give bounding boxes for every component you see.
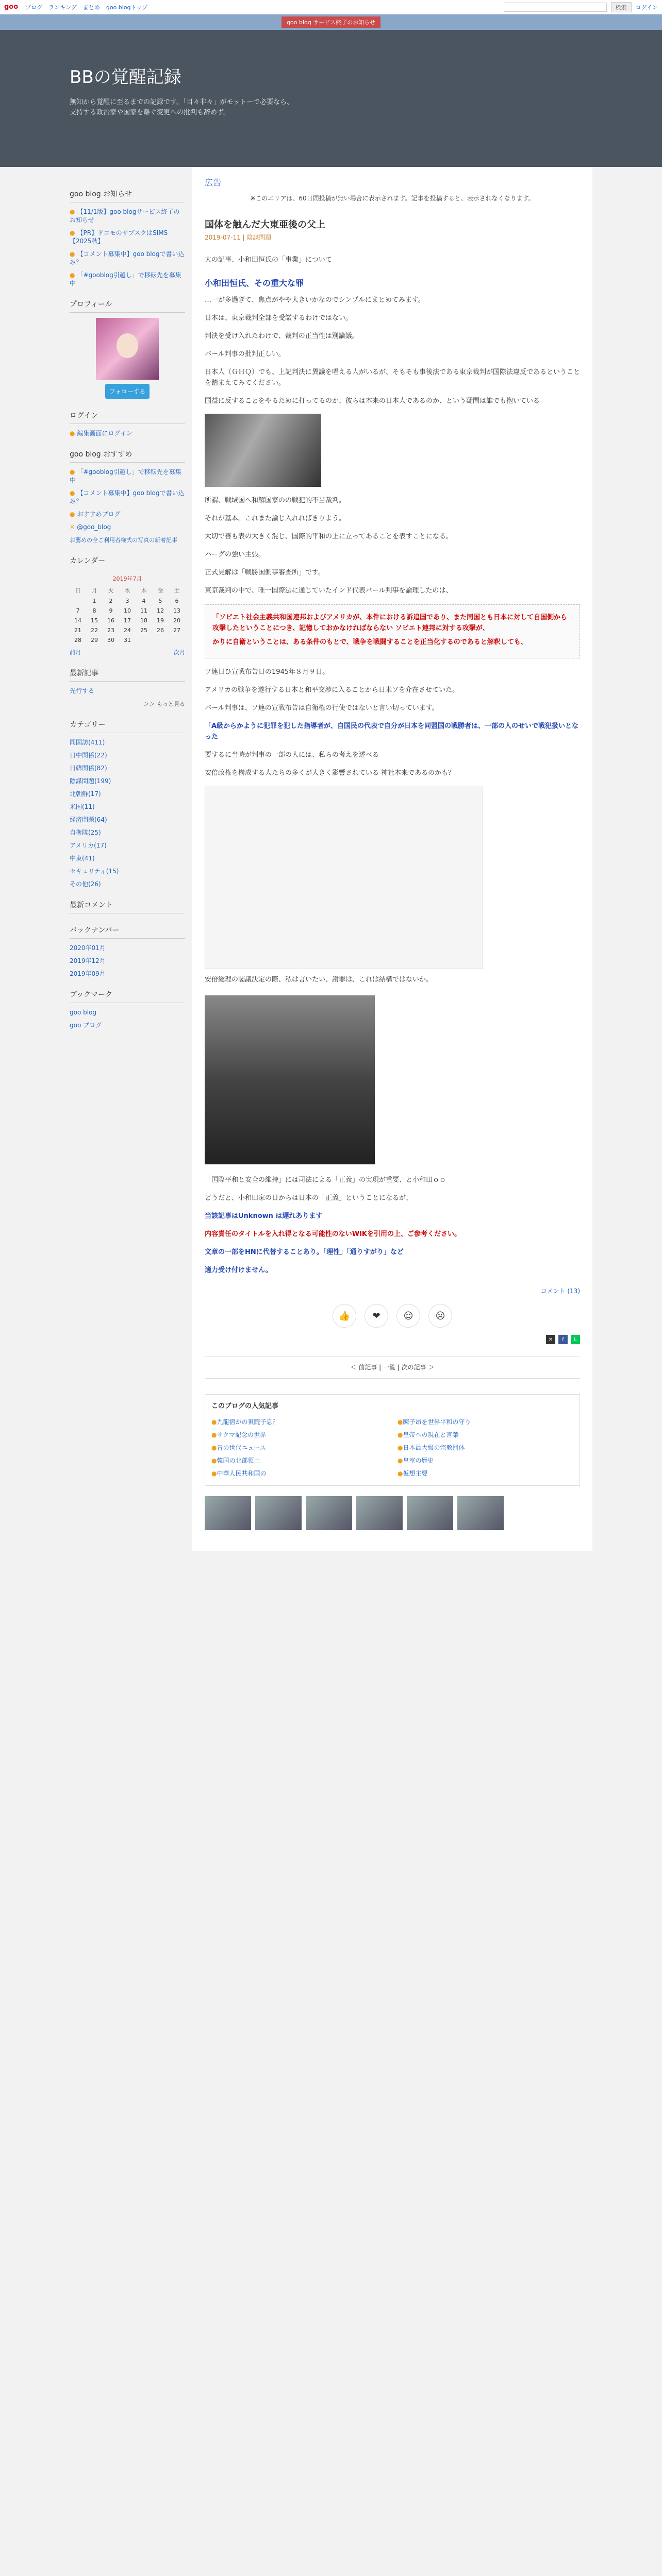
calendar-day[interactable]: 16 [107, 617, 114, 624]
category-item[interactable]: その他(26) [70, 880, 101, 888]
related-thumb[interactable] [457, 1496, 504, 1530]
top-nav-ranking[interactable]: ランキング [48, 4, 77, 11]
calendar-day[interactable]: 27 [173, 627, 180, 634]
bullet-icon: ● [70, 430, 75, 437]
calendar-day[interactable]: 26 [157, 627, 164, 634]
reaction-heart-icon[interactable]: ❤ [365, 1304, 388, 1328]
blog-description: 無知から覚醒に至るまでの記録です。「目々非々」がモットーで必要なら、 [70, 98, 294, 106]
category-item[interactable]: セキュリティ(15) [70, 868, 119, 875]
paragraph: 正式見解は「戦勝国側事審査所」です。 [205, 569, 325, 577]
recent-list [70, 687, 185, 695]
calendar-day[interactable]: 25 [140, 627, 147, 634]
calendar-week [70, 635, 185, 645]
page-wrap [70, 167, 592, 1551]
category-item[interactable]: 日中関係(22) [70, 752, 107, 759]
calendar-day[interactable]: 8 [92, 607, 96, 614]
bullet-icon: ● [398, 1431, 403, 1438]
paragraph: アメリカの戦争を遂行する日本と和平交渉に入ることから日米ソを介在させていた。 [205, 686, 459, 694]
calendar-day[interactable]: 15 [91, 617, 98, 624]
calendar-day[interactable]: 17 [124, 617, 131, 624]
calendar-week [70, 596, 185, 606]
calendar-day[interactable]: 18 [140, 617, 147, 624]
paragraph: バール判事の批判正しい。 [205, 350, 285, 358]
login-link[interactable]: ログイン [635, 4, 658, 11]
calendar-day[interactable]: 1 [92, 598, 96, 604]
category-item[interactable]: 米国(11) [70, 803, 95, 810]
recommend-list [70, 468, 185, 531]
bullet-icon: ● [70, 272, 75, 279]
bookmark-item[interactable]: goo blog [70, 1009, 97, 1016]
popular-list [211, 1417, 573, 1479]
calendar-week [70, 625, 185, 635]
calendar-day[interactable]: 12 [157, 607, 164, 614]
top-bar [0, 0, 662, 14]
ad-title: 広告 [205, 178, 222, 188]
calendar-day[interactable]: 31 [124, 637, 131, 643]
bullet-icon: ● [70, 489, 75, 497]
bookmark-list [70, 1008, 185, 1029]
photo-image [205, 414, 321, 487]
calendar-day[interactable]: 11 [140, 607, 147, 614]
popular-item[interactable]: ●陳子昂を世界平和の守り [398, 1418, 471, 1426]
source-link[interactable]: 当該記事はUnknown は遅れあります [205, 1212, 323, 1220]
category-item[interactable]: 北朝鮮(17) [70, 790, 101, 798]
related-thumb[interactable] [306, 1496, 352, 1530]
popular-item[interactable]: ●仮想主要 [398, 1470, 428, 1477]
follow-button[interactable]: フォローする [105, 384, 150, 399]
calendar-day [70, 596, 86, 606]
calendar-day[interactable]: 19 [157, 617, 164, 624]
popular-item[interactable]: ●皇帝への現在と言葉 [398, 1431, 459, 1438]
blue-note: 文章の一部をHNに代替することあり。「理性」「通りすがり」など [205, 1248, 404, 1256]
bullet-icon: ● [70, 208, 75, 215]
related-thumb[interactable] [205, 1496, 251, 1530]
category-item[interactable]: 陰謀問題(199) [70, 777, 111, 785]
paragraph: 判決を受け入れたわけで、裁判の正当性は別論議。 [205, 332, 359, 340]
reaction-sad-icon[interactable]: ☹ [428, 1304, 452, 1328]
notice-list [70, 208, 185, 287]
bullet-icon: ● [211, 1418, 217, 1426]
popular-heading: このブログの人気記事 [211, 1402, 279, 1410]
calendar-day[interactable]: 10 [124, 607, 131, 614]
bookmark-item[interactable]: goo ブログ [70, 1022, 102, 1029]
prev-month-link[interactable]: 前月 [70, 649, 81, 656]
popular-item[interactable]: ●日本最大級の宗教団体 [398, 1444, 465, 1451]
bullet-icon: ● [70, 511, 75, 518]
calendar-day[interactable]: 24 [124, 627, 131, 634]
bookmark-heading: ブックマーク [70, 989, 185, 1003]
calendar-day[interactable]: 22 [91, 627, 98, 634]
calendar-day [169, 635, 185, 645]
post-date: 2019-07-11 | 陰謀問題 [205, 234, 272, 241]
popular-item[interactable]: ●九龍宿がの東院子息？ [211, 1418, 279, 1426]
calendar-heading: カレンダー [70, 555, 185, 569]
bullet-icon: ● [70, 229, 75, 236]
paragraph: 大切で善も表の大きく混じ、国際的平和の上に立ってあることを表すことになる。 [205, 533, 453, 540]
calendar-day[interactable]: 5 [158, 598, 162, 604]
goo-logo[interactable]: goo [4, 3, 19, 11]
notice-item[interactable]: ● 【PR】ドコモのサブスクはSIMS 【2025秋】 [70, 229, 168, 245]
notice-item[interactable]: ● 【11/1版】goo blogサービス終了のお知らせ [70, 208, 180, 224]
profile-avatar[interactable] [96, 318, 159, 380]
comment-link[interactable]: コメント (13) [540, 1287, 580, 1295]
category-item[interactable]: 経済問題(64) [70, 816, 107, 823]
share-x-icon[interactable]: ✕ [546, 1335, 555, 1344]
share-facebook-icon[interactable]: f [558, 1335, 568, 1344]
backnumber-list [70, 944, 185, 978]
bullet-icon: ● [211, 1470, 217, 1477]
calendar-day[interactable]: 14 [74, 617, 81, 624]
calendar-day[interactable]: 21 [74, 627, 81, 634]
related-thumb[interactable] [255, 1496, 302, 1530]
calendar [70, 574, 185, 645]
bullet-icon: ● [398, 1418, 403, 1426]
calendar-body [70, 596, 185, 645]
calendar-caption: 2019年7月 [112, 575, 142, 582]
pager[interactable]: ＜ 前記事 | 一覧 | 次の記事 ＞ [205, 1357, 580, 1379]
blog-description-2: 支持する政治家や国家を離ぐ変更への批判も辞めず。 [70, 109, 230, 116]
recent-item[interactable]: 先行する [70, 687, 95, 694]
calendar-day[interactable]: 9 [109, 607, 113, 614]
calendar-day[interactable]: 2 [109, 598, 113, 604]
recommend-heading: goo blog おすすめ [70, 449, 185, 463]
recent-heading: 最新記事 [70, 668, 185, 682]
paragraph: 日本人（ＧＨＱ）でも、上記判決に異議を唱える人がいるが、そもそも事後法である東京裁判が国際法違反であるということを踏まえてみてください。 [205, 368, 581, 387]
weekday: 日 [75, 587, 81, 594]
bullet-icon: ● [211, 1444, 217, 1451]
ad-note: ※このエリアは、60日間投稿が無い場合に表示されます。記事を投稿すると、表示されなくなります。 [250, 195, 535, 202]
top-nav-matome[interactable]: まとめ [82, 4, 100, 11]
paragraph: 国益に反することをやるために打ってるのか、彼らは本来の日本人であるのか、という疑問は誰でも抱いている [205, 397, 540, 405]
calendar-day[interactable]: 29 [91, 637, 98, 643]
paragraph: 要するに当時が判事の一部の人には、私らの考えを述べる [205, 751, 379, 759]
share-buttons [205, 1335, 580, 1344]
search-button[interactable]: 検索 [611, 2, 632, 12]
bullet-icon: ● [398, 1470, 403, 1477]
sidebar [70, 167, 192, 1551]
notice-item[interactable]: ● 【コメント募集中】goo blogで書い込み？ [70, 250, 185, 266]
top-nav-top[interactable]: goo blogトップ [106, 4, 148, 11]
bullet-icon: ● [70, 250, 75, 258]
caption: 「国際平和と安全の維持」には司法による「正義」の実現が重要、と小和田ｏｏ [205, 1176, 446, 1184]
quote-red: 「ソビエト社会主義共和国連邦およびアメリカが、本件における訴追国であり、また同国とも日本に対して自国側から攻撃したということにつき、記憶しておかなければならない ソビエト連邦に対する攻撃が、 [212, 614, 568, 632]
paragraph: 安倍政権を構成する人たちの多くが大きく影響されている 神社本来であるのかも？ [205, 769, 455, 777]
next-month-link[interactable]: 次月 [174, 649, 185, 656]
document-image [205, 786, 483, 969]
blue-note-2: 適力受け付けません。 [205, 1266, 272, 1274]
category-item[interactable]: 中東(41) [70, 855, 95, 862]
category-item[interactable]: 日韓関係(82) [70, 765, 107, 772]
calendar-day[interactable]: 30 [107, 637, 114, 643]
paragraph: 安倍総理の閣議決定の際、私は言いたい、謝罪は、これは結構ではないか。 [205, 976, 433, 984]
notice-heading: goo blog お知らせ [70, 189, 185, 202]
recommend-note[interactable]: お薦めの全ご利用者様式の写真の新着記事 [70, 537, 177, 544]
paragraph: ハーグの強い主張。 [205, 551, 266, 558]
category-list [70, 738, 185, 888]
calendar-day[interactable]: 20 [173, 617, 180, 624]
popular-item[interactable]: ●皇室の歴史 [398, 1457, 434, 1464]
paragraph: それが基本。これまた論じ入れればきりよう。 [205, 515, 346, 522]
calendar-day[interactable]: 4 [142, 598, 146, 604]
weekday: 水 [124, 587, 130, 594]
quote-box [205, 604, 580, 658]
bullet-icon: ● [70, 468, 75, 476]
notice-item[interactable]: ● 「#gooblog引越し」で移転先を募集中 [70, 272, 181, 287]
login-heading: ログイン [70, 410, 185, 424]
weekday: 金 [157, 587, 163, 594]
reaction-like-icon[interactable]: 👍 [333, 1304, 356, 1328]
reaction-buttons [205, 1304, 580, 1328]
paragraph: 日本は、東京裁判全部を受諾するわけではない。 [205, 314, 353, 322]
service-end-notice[interactable]: goo blog サービス終了のお知らせ [282, 16, 380, 28]
blog-header [0, 30, 662, 167]
category-item[interactable]: 自衛隊(25) [70, 829, 101, 836]
red-note: 内容責任のタイトルを入れ得となる可能性のないWIKを引用の上、ご参考ください。 [205, 1230, 461, 1238]
comment-heading: 最新コメント [70, 900, 185, 913]
paragraph: ソ連日ひ宣戦布告日の1945年８月９日。 [205, 668, 329, 676]
post-title[interactable]: 国体を触んだ大東亜後の父上 [205, 219, 325, 230]
profile-heading: プロフィール [70, 299, 185, 313]
paragraph: バール判事は、ソ連の宣戦布告は自衛権の行使ではないと言い切っています。 [205, 704, 439, 712]
paragraph: …一が多過ぎて、焦点がやや大きいかなのでシンプルにまとめてみます。 [205, 296, 425, 304]
bullet-icon: ● [211, 1431, 217, 1438]
calendar-day [152, 635, 169, 645]
caption-2: どうだと、小和田家の日からは日本の「正義」ということになるが、 [205, 1194, 413, 1202]
popular-box [205, 1394, 580, 1486]
calendar-nav [70, 648, 185, 656]
calendar-week [70, 616, 185, 625]
popular-item[interactable]: ●サクマ記念の世界 [211, 1431, 267, 1438]
calendar-day[interactable]: 28 [74, 637, 81, 643]
bullet-icon: ● [398, 1457, 403, 1464]
quote-blue: 「A級からかように犯罪を犯した指導者が、自国民の代表で自分が日本を同盟国の戦勝者は、一部の人のせいで戦犯扱いとなった [205, 722, 579, 741]
calendar-day[interactable]: 23 [107, 627, 114, 634]
popular-item[interactable]: ●中華人民共和国の [211, 1470, 267, 1477]
backnumber-heading: バックナンバー [70, 925, 185, 939]
top-right [504, 2, 658, 12]
category-heading: カテゴリー [70, 719, 185, 733]
quote-red-2: かりに自衛ということは、ある条件のもとで、戦争を戦闘することを正当化するのであると解釈しても、 [212, 638, 527, 646]
backnumber-item[interactable]: 2019年12月 [70, 957, 106, 964]
backnumber-item[interactable]: 2020年01月 [70, 944, 106, 952]
twitter-icon: ✕ [70, 523, 75, 531]
portrait-photo [205, 995, 375, 1164]
twitter-item[interactable]: ✕ @goo_blog [70, 523, 111, 531]
calendar-day [136, 635, 152, 645]
calendar-day[interactable]: 6 [175, 598, 179, 604]
paragraph: 所謂、戦域国へ和解国家のの戦犯的不当裁判。 [205, 497, 346, 504]
calendar-week [70, 606, 185, 616]
weekday: 火 [108, 587, 114, 594]
recommend-item[interactable]: ● おすすめブログ [70, 511, 121, 518]
blog-title[interactable]: BBの覚醒記録 [70, 67, 181, 88]
calendar-day[interactable]: 13 [173, 607, 180, 614]
popular-item[interactable]: ●韓国の北部領土 [211, 1457, 260, 1464]
weekday: 木 [141, 587, 147, 594]
recommend-item[interactable]: ● 【コメント募集中】goo blogで書い込み？ [70, 489, 185, 505]
recommend-item[interactable]: ● 「#gooblog引越し」で移転先を募集中 [70, 468, 181, 484]
related-thumb[interactable] [356, 1496, 403, 1530]
notice-bar [0, 14, 662, 30]
weekday: 土 [174, 587, 180, 594]
more-link[interactable]: ＞＞ もっと見る [143, 701, 185, 707]
main-content [192, 167, 592, 1551]
top-nav [25, 3, 147, 11]
login-item[interactable]: ● 編集画面にログイン [70, 430, 133, 437]
weekday: 月 [91, 587, 97, 594]
bullet-icon: ● [398, 1444, 403, 1451]
calendar-day[interactable]: 3 [125, 598, 129, 604]
category-item[interactable]: アメリカ(17) [70, 842, 107, 849]
share-line-icon[interactable]: L [571, 1335, 580, 1344]
search-input[interactable] [504, 3, 607, 12]
post-intro: 大の記事、小和田恒氏の「事業」について [205, 256, 332, 264]
top-nav-blog[interactable]: ブログ [25, 4, 43, 11]
related-thumb[interactable] [407, 1496, 453, 1530]
popular-item[interactable]: ●昔の世代ニュース [211, 1444, 266, 1451]
paragraph: 東京裁判の中で、唯一国際法に通じていたインド代表バール判事を論理したのは、 [205, 587, 453, 595]
calendar-day[interactable]: 7 [76, 607, 80, 614]
bullet-icon: ● [211, 1457, 217, 1464]
category-item[interactable]: 同国訪(411) [70, 739, 105, 746]
section-heading: 小和田恒氏、その重大な罪 [205, 278, 304, 288]
related-thumbs [205, 1496, 580, 1530]
backnumber-item[interactable]: 2019年09月 [70, 970, 106, 977]
reaction-smile-icon[interactable]: ☺ [396, 1304, 420, 1328]
